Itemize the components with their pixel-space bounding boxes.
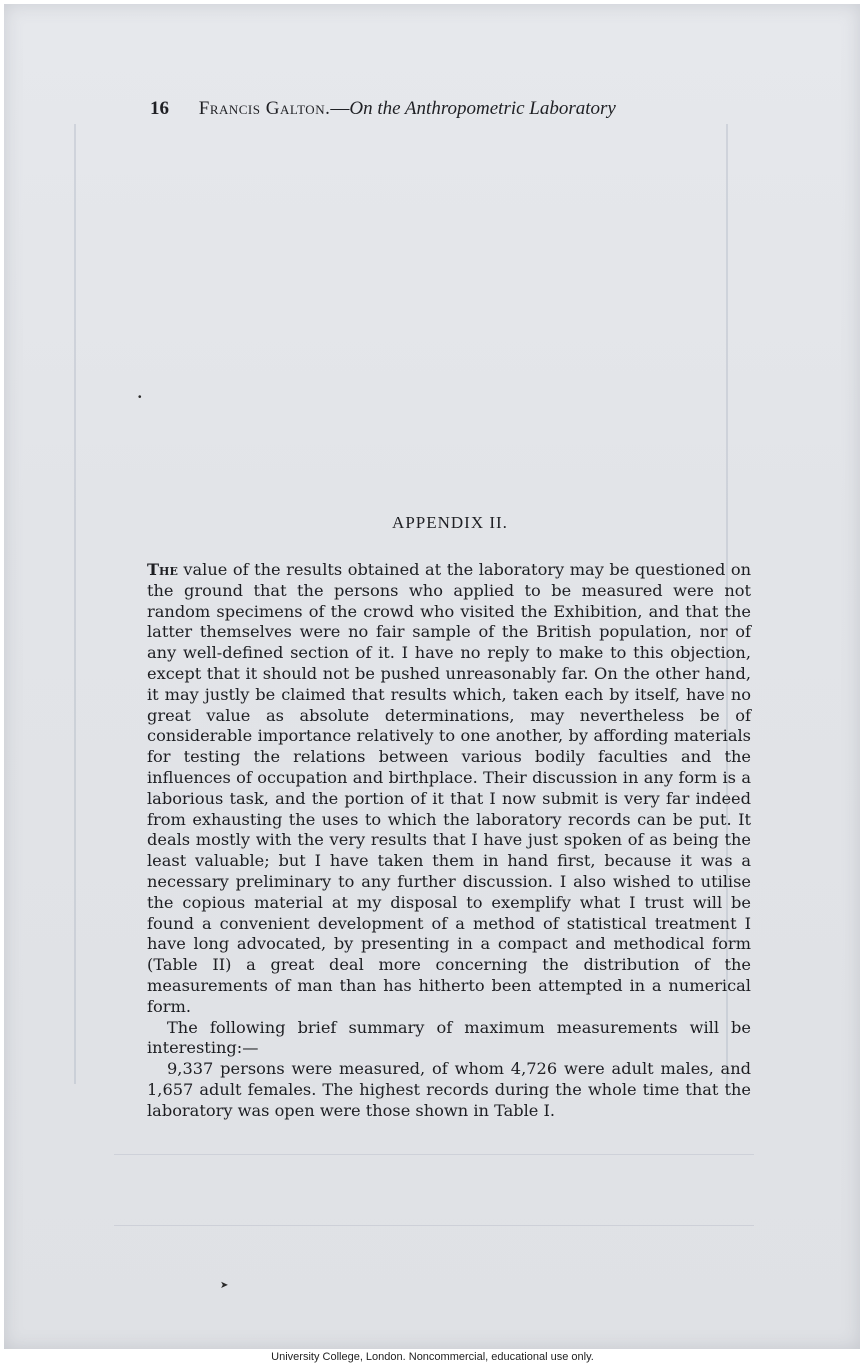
paragraph-1-text: value of the results obtained at the laboratory may be questioned on the ground that the persons who applied to be measured were not random specimens of the crowd who visited the Exhibition, and that the latter themselves were no fair sample of the British population, nor of any well-defined section of it. I have no reply to make to this objection, except that it should not be pushed unreasonably far. On the other hand, it may justly be claimed that results which, taken each by itself, have no great value as absolute determinations, may nevertheless be of considerable importance relatively to one another, by affording materials for testing the relations between various bodily faculties and the influences of occupation and birthplace. Their discussion in any form is a laborious task, and the portion of it that I now submit is very far indeed from exhausting the uses to which the laboratory records can be put. It deals mostly with the very results that I have just spoken of as being the least valuable; but I have taken them in hand first, because it was a necessary preliminary to any further discussion. I also wished to utilise the copious material at my disposal to exemplify what I trust will be found a convenient development of a method of statistical treatment I have long advocated, by presenting in a compact and methodical form (Table II) a great deal more concerning the distribution of the measurements of man than has hitherto been attempted in a numerical form. [147, 560, 751, 1016]
arrow-mark: ➤ [220, 1280, 229, 1291]
paragraph-2: The following brief summary of maximum measurements will be interesting:— [147, 1017, 751, 1058]
footer-credit: University College, London. Noncommercial, educational use only. [271, 1351, 594, 1363]
body-text [147, 560, 751, 1122]
lead-word: The [147, 560, 178, 579]
paragraph-1 [147, 560, 751, 1018]
running-head [150, 98, 730, 120]
paragraph-3: 9,337 persons were measured, of whom 4,726 were adult males, and 1,657 adult females. The highest records during the whole time that the laboratory was open were those shown in Table I. [147, 1059, 751, 1120]
author-name: Francis Galton. [198, 98, 331, 119]
appendix-heading: APPENDIX II. [392, 513, 508, 532]
page-number: 16 [150, 98, 169, 119]
article-title: On the Anthropometric Laboratory [349, 98, 616, 119]
title-separator: — [330, 98, 350, 119]
speck-mark: • [138, 392, 142, 403]
bleed-through-bottom-lines [114, 1154, 754, 1226]
